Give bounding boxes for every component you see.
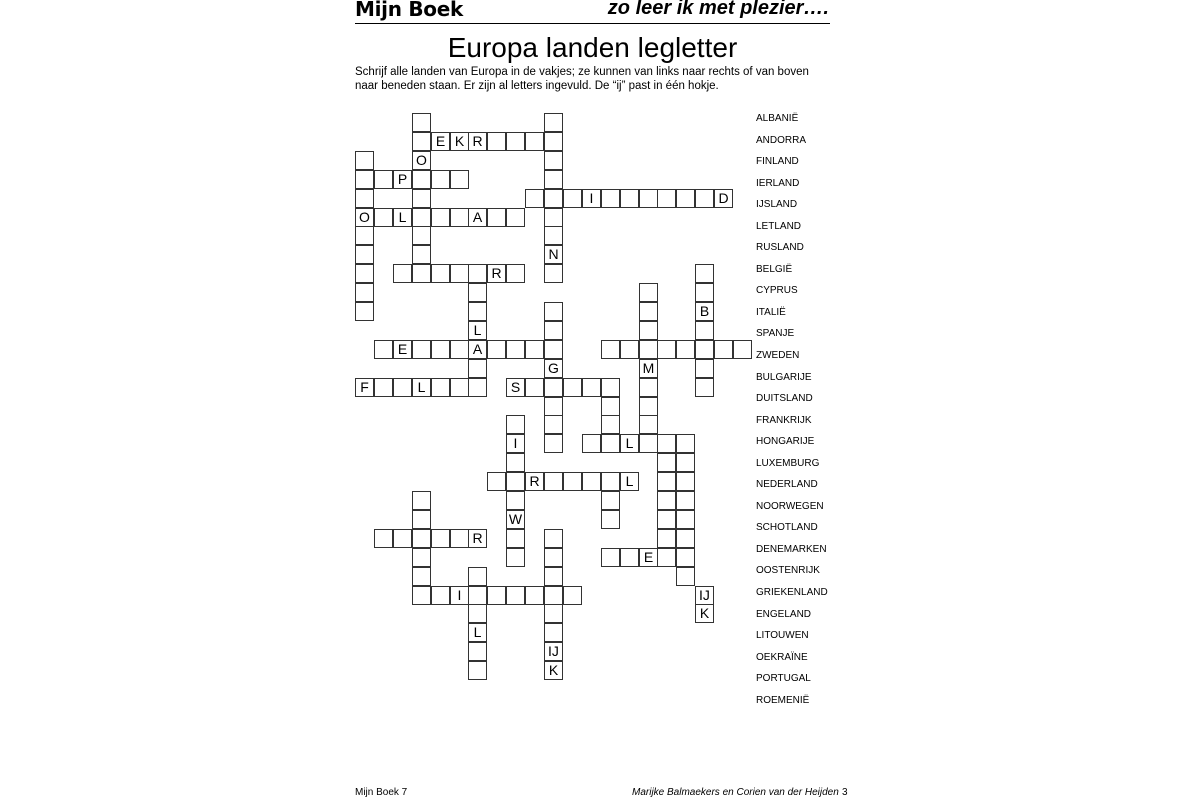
crossword-cell-filled[interactable]: G — [544, 359, 563, 378]
page-title: Europa landen legletter — [447, 32, 738, 63]
crossword-cell-filled[interactable]: R — [487, 264, 506, 283]
crossword-cell[interactable] — [544, 151, 563, 170]
crossword-cell-filled[interactable]: S — [506, 378, 525, 397]
crossword-cell-filled[interactable]: L — [620, 434, 639, 453]
crossword-cell[interactable] — [468, 264, 487, 283]
crossword-cell[interactable] — [374, 529, 393, 548]
crossword-cell[interactable] — [544, 132, 563, 151]
crossword-cell[interactable] — [676, 189, 695, 208]
crossword-cell-filled[interactable]: R — [468, 132, 487, 151]
word-list-item: ITALIË — [756, 306, 786, 318]
crossword-cell[interactable] — [601, 378, 620, 397]
word-list-item: FRANKRIJK — [756, 414, 812, 426]
crossword-cell[interactable] — [412, 567, 431, 586]
crossword-cell[interactable] — [639, 283, 658, 302]
crossword-cell[interactable] — [695, 340, 714, 359]
crossword-cell[interactable] — [639, 302, 658, 321]
word-list-item: DUITSLAND — [756, 393, 813, 405]
crossword-cell[interactable] — [639, 434, 658, 453]
crossword-cell[interactable] — [506, 415, 525, 434]
crossword-cell-filled[interactable]: L — [468, 623, 487, 642]
crossword-cell[interactable] — [544, 529, 563, 548]
crossword-cell[interactable] — [657, 510, 676, 529]
crossword-cell[interactable] — [695, 283, 714, 302]
crossword-cell[interactable] — [450, 378, 469, 397]
crossword-cell[interactable] — [412, 189, 431, 208]
crossword-cell-filled[interactable]: K — [544, 661, 563, 680]
word-list-item: IERLAND — [756, 177, 800, 189]
crossword-cell[interactable] — [412, 548, 431, 567]
crossword-cell[interactable] — [506, 491, 525, 510]
crossword-cell[interactable] — [639, 340, 658, 359]
crossword-cell[interactable] — [620, 189, 639, 208]
crossword-cell[interactable] — [601, 472, 620, 491]
crossword-cell-filled[interactable]: I — [506, 434, 525, 453]
crossword-cell[interactable] — [544, 170, 563, 189]
crossword-cell[interactable] — [412, 340, 431, 359]
crossword-cell[interactable] — [601, 397, 620, 416]
word-list-item: SCHOTLAND — [756, 522, 818, 534]
crossword-cell[interactable] — [393, 529, 412, 548]
crossword-cell[interactable] — [468, 378, 487, 397]
crossword-cell-filled[interactable]: L — [412, 378, 431, 397]
word-list-item: LETLAND — [756, 220, 802, 232]
crossword-cell[interactable] — [355, 302, 374, 321]
crossword-cell[interactable] — [506, 529, 525, 548]
word-list-item: PORTUGAL — [756, 673, 811, 685]
crossword-cell[interactable] — [355, 189, 374, 208]
crossword-cell[interactable] — [563, 586, 582, 605]
crossword-cell[interactable] — [544, 604, 563, 623]
crossword-cell-filled[interactable]: K — [695, 604, 714, 623]
crossword-cell-filled[interactable]: K — [450, 132, 469, 151]
crossword-cell[interactable] — [412, 510, 431, 529]
crossword-cell[interactable] — [657, 453, 676, 472]
crossword-cell[interactable] — [695, 321, 714, 340]
crossword-cell[interactable] — [506, 453, 525, 472]
crossword-cell[interactable] — [450, 340, 469, 359]
crossword-cell[interactable] — [355, 283, 374, 302]
crossword-cell[interactable] — [676, 491, 695, 510]
crossword-cell[interactable] — [695, 264, 714, 283]
crossword-cell[interactable] — [657, 491, 676, 510]
crossword-cell-filled[interactable]: A — [468, 340, 487, 359]
crossword-cell[interactable] — [450, 208, 469, 227]
crossword-cell[interactable] — [639, 321, 658, 340]
crossword-cell-filled[interactable]: A — [468, 208, 487, 227]
word-list-item: LUXEMBURG — [756, 457, 820, 469]
crossword-cell[interactable] — [544, 264, 563, 283]
word-list-item: NEDERLAND — [756, 479, 818, 491]
crossword-cell[interactable] — [487, 208, 506, 227]
crossword-cell[interactable] — [544, 586, 563, 605]
word-list-item: SPANJE — [756, 328, 795, 340]
crossword-cell[interactable] — [601, 189, 620, 208]
crossword-cell[interactable] — [412, 132, 431, 151]
word-list-item: BELGIË — [756, 263, 793, 275]
crossword-cell[interactable] — [544, 548, 563, 567]
crossword-cell-filled[interactable]: E — [393, 340, 412, 359]
crossword-cell-filled[interactable]: F — [355, 378, 374, 397]
crossword-cell[interactable] — [676, 510, 695, 529]
crossword-cell[interactable] — [657, 189, 676, 208]
crossword-cell-filled[interactable]: N — [544, 245, 563, 264]
crossword-cell-filled[interactable]: P — [393, 170, 412, 189]
crossword-cell[interactable] — [393, 378, 412, 397]
crossword-cell[interactable] — [676, 567, 695, 586]
crossword-cell[interactable] — [468, 302, 487, 321]
crossword-cell[interactable] — [487, 586, 506, 605]
crossword-cell[interactable] — [506, 340, 525, 359]
crossword-cell[interactable] — [468, 661, 487, 680]
word-list-item: GRIEKENLAND — [756, 587, 828, 599]
crossword-cell-filled[interactable]: E — [431, 132, 450, 151]
crossword-cell[interactable] — [468, 567, 487, 586]
crossword-cell[interactable] — [544, 189, 563, 208]
crossword-cell[interactable] — [506, 132, 525, 151]
crossword-cell[interactable] — [676, 472, 695, 491]
crossword-cell[interactable] — [544, 302, 563, 321]
crossword-cell[interactable] — [506, 208, 525, 227]
crossword-cell[interactable] — [601, 548, 620, 567]
page-number: 3 — [842, 787, 848, 798]
crossword-cell-filled[interactable]: L — [468, 321, 487, 340]
crossword-cell[interactable] — [544, 415, 563, 434]
crossword-cell[interactable] — [525, 189, 544, 208]
word-list-item: ENGELAND — [756, 608, 812, 620]
instruction-line: naar beneden staan. Er zijn al letters ingevuld. De “ij” past in één hokje. — [355, 80, 719, 92]
crossword-cell[interactable] — [468, 642, 487, 661]
crossword-cell[interactable] — [676, 548, 695, 567]
crossword-cell[interactable] — [676, 434, 695, 453]
crossword-cell[interactable] — [412, 113, 431, 132]
crossword-cell[interactable] — [714, 340, 733, 359]
crossword-cell[interactable] — [450, 170, 469, 189]
crossword-cell-filled[interactable]: B — [695, 302, 714, 321]
crossword-cell[interactable] — [374, 208, 393, 227]
crossword-cell[interactable] — [639, 415, 658, 434]
crossword-cell[interactable] — [355, 151, 374, 170]
crossword-cell[interactable] — [544, 208, 563, 227]
crossword-cell[interactable] — [601, 340, 620, 359]
crossword-cell[interactable] — [355, 264, 374, 283]
crossword-cell-filled[interactable]: I — [582, 189, 601, 208]
crossword-cell[interactable] — [412, 491, 431, 510]
word-list-item: IJSLAND — [756, 199, 798, 211]
crossword-cell[interactable] — [412, 529, 431, 548]
crossword-cell[interactable] — [601, 510, 620, 529]
crossword-cell[interactable] — [506, 264, 525, 283]
crossword-cell-filled[interactable]: IJ — [695, 586, 714, 605]
crossword-cell[interactable] — [393, 264, 412, 283]
word-list-item: ANDORRA — [756, 134, 807, 146]
crossword-cell[interactable] — [563, 472, 582, 491]
word-list-item: ALBANIË — [756, 113, 799, 124]
crossword-cell[interactable] — [412, 245, 431, 264]
crossword-cell[interactable] — [601, 434, 620, 453]
instructions — [355, 65, 835, 93]
header-divider — [355, 23, 830, 24]
crossword-cell[interactable] — [601, 415, 620, 434]
crossword-cell-filled[interactable]: E — [639, 548, 658, 567]
crossword-cell[interactable] — [639, 397, 658, 416]
crossword-cell[interactable] — [563, 378, 582, 397]
crossword-cell[interactable] — [450, 529, 469, 548]
crossword-cell[interactable] — [620, 548, 639, 567]
word-list-item: LITOUWEN — [756, 630, 809, 642]
crossword-cell[interactable] — [431, 208, 450, 227]
crossword-cell[interactable] — [431, 529, 450, 548]
crossword-cell[interactable] — [582, 378, 601, 397]
crossword-cell[interactable] — [506, 586, 525, 605]
instruction-line: Schrijf alle landen van Europa in de vakjes; ze kunnen van links naar rechts of van boven — [355, 66, 809, 78]
crossword-cell-filled[interactable]: O — [355, 208, 374, 227]
crossword-cell[interactable] — [639, 189, 658, 208]
crossword-cell[interactable] — [695, 378, 714, 397]
crossword-cell[interactable] — [506, 472, 525, 491]
crossword-cell[interactable] — [487, 340, 506, 359]
crossword-cell-filled[interactable]: O — [412, 151, 431, 170]
crossword-cell[interactable] — [639, 378, 658, 397]
crossword-cell-filled[interactable]: I — [450, 586, 469, 605]
crossword-cell[interactable] — [487, 132, 506, 151]
crossword-cell[interactable] — [544, 397, 563, 416]
crossword-cell[interactable] — [431, 586, 450, 605]
crossword-cell[interactable] — [563, 189, 582, 208]
crossword-cell-filled[interactable]: IJ — [544, 642, 563, 661]
crossword-cell[interactable] — [431, 340, 450, 359]
crossword-cell[interactable] — [657, 340, 676, 359]
word-list-item: CYPRUS — [756, 285, 798, 297]
crossword-cell-filled[interactable]: L — [620, 472, 639, 491]
crossword-cell[interactable] — [431, 264, 450, 283]
crossword-cell[interactable] — [412, 586, 431, 605]
footer-book: Mijn Boek 7 — [355, 787, 408, 798]
crossword-cell[interactable] — [355, 226, 374, 245]
word-list-item: ZWEDEN — [756, 350, 800, 362]
header-slogan: zo leer ik met plezier…. — [607, 0, 829, 19]
crossword-cell[interactable] — [601, 491, 620, 510]
crossword-cell[interactable] — [431, 378, 450, 397]
word-list-item: OOSTENRIJK — [756, 565, 820, 577]
crossword-cell[interactable] — [412, 208, 431, 227]
crossword-cell[interactable] — [544, 567, 563, 586]
crossword-cell[interactable] — [544, 321, 563, 340]
crossword-cell[interactable] — [525, 132, 544, 151]
crossword-cell[interactable] — [525, 586, 544, 605]
crossword-cell[interactable] — [412, 226, 431, 245]
crossword-cell[interactable] — [544, 434, 563, 453]
crossword-cell-filled[interactable]: L — [393, 208, 412, 227]
crossword-cell[interactable] — [676, 340, 695, 359]
crossword-cell[interactable] — [544, 340, 563, 359]
footer-authors: Marijke Balmaekers en Corien van der Heijden — [632, 787, 839, 798]
crossword-cell[interactable] — [582, 472, 601, 491]
crossword-cell[interactable] — [657, 548, 676, 567]
crossword-cell[interactable] — [544, 623, 563, 642]
crossword-cell[interactable] — [468, 604, 487, 623]
word-list-item: BULGARIJE — [756, 371, 812, 383]
crossword-cell-filled[interactable]: D — [714, 189, 733, 208]
crossword-cell[interactable] — [355, 170, 374, 189]
crossword-cell[interactable] — [374, 340, 393, 359]
crossword-cell[interactable] — [431, 170, 450, 189]
word-list — [756, 113, 828, 716]
crossword-cell[interactable] — [468, 586, 487, 605]
crossword-cell[interactable] — [544, 226, 563, 245]
crossword-cell[interactable] — [544, 472, 563, 491]
crossword-cell[interactable] — [412, 264, 431, 283]
word-list-item: ROEMENIË — [756, 694, 810, 706]
word-list-item: HONGARIJE — [756, 436, 815, 448]
crossword-cell[interactable] — [525, 378, 544, 397]
header-book-title: Mijn Boek — [355, 0, 463, 21]
crossword-cell[interactable] — [620, 340, 639, 359]
crossword-cell[interactable] — [412, 170, 431, 189]
crossword-cell[interactable] — [374, 378, 393, 397]
crossword-cell[interactable] — [676, 453, 695, 472]
crossword-cell[interactable] — [544, 378, 563, 397]
crossword-cell[interactable] — [468, 359, 487, 378]
word-list-item: OEKRAÏNE — [756, 651, 808, 663]
crossword-cell[interactable] — [468, 283, 487, 302]
crossword-cell[interactable] — [374, 170, 393, 189]
crossword-cell[interactable] — [695, 359, 714, 378]
crossword-cell[interactable] — [544, 113, 563, 132]
crossword-cell[interactable] — [657, 529, 676, 548]
crossword-cell[interactable] — [355, 245, 374, 264]
crossword-cell[interactable] — [733, 340, 752, 359]
crossword-cell[interactable] — [657, 472, 676, 491]
crossword-cell[interactable] — [487, 472, 506, 491]
crossword-cell-filled[interactable]: M — [639, 359, 658, 378]
word-list-item: NOORWEGEN — [756, 500, 824, 512]
crossword-cell[interactable] — [676, 529, 695, 548]
crossword-cell-filled[interactable]: W — [506, 510, 525, 529]
crossword-cell[interactable] — [450, 264, 469, 283]
crossword-cell-filled[interactable]: R — [525, 472, 544, 491]
crossword-cell[interactable] — [506, 548, 525, 567]
crossword-cell[interactable] — [695, 189, 714, 208]
crossword-cell[interactable] — [657, 434, 676, 453]
crossword-cell[interactable] — [582, 434, 601, 453]
word-list-item: FINLAND — [756, 156, 799, 168]
word-list-item: RUSLAND — [756, 242, 804, 254]
crossword-cell[interactable] — [525, 340, 544, 359]
crossword-cell-filled[interactable]: R — [468, 529, 487, 548]
word-list-item: DENEMARKEN — [756, 543, 827, 555]
